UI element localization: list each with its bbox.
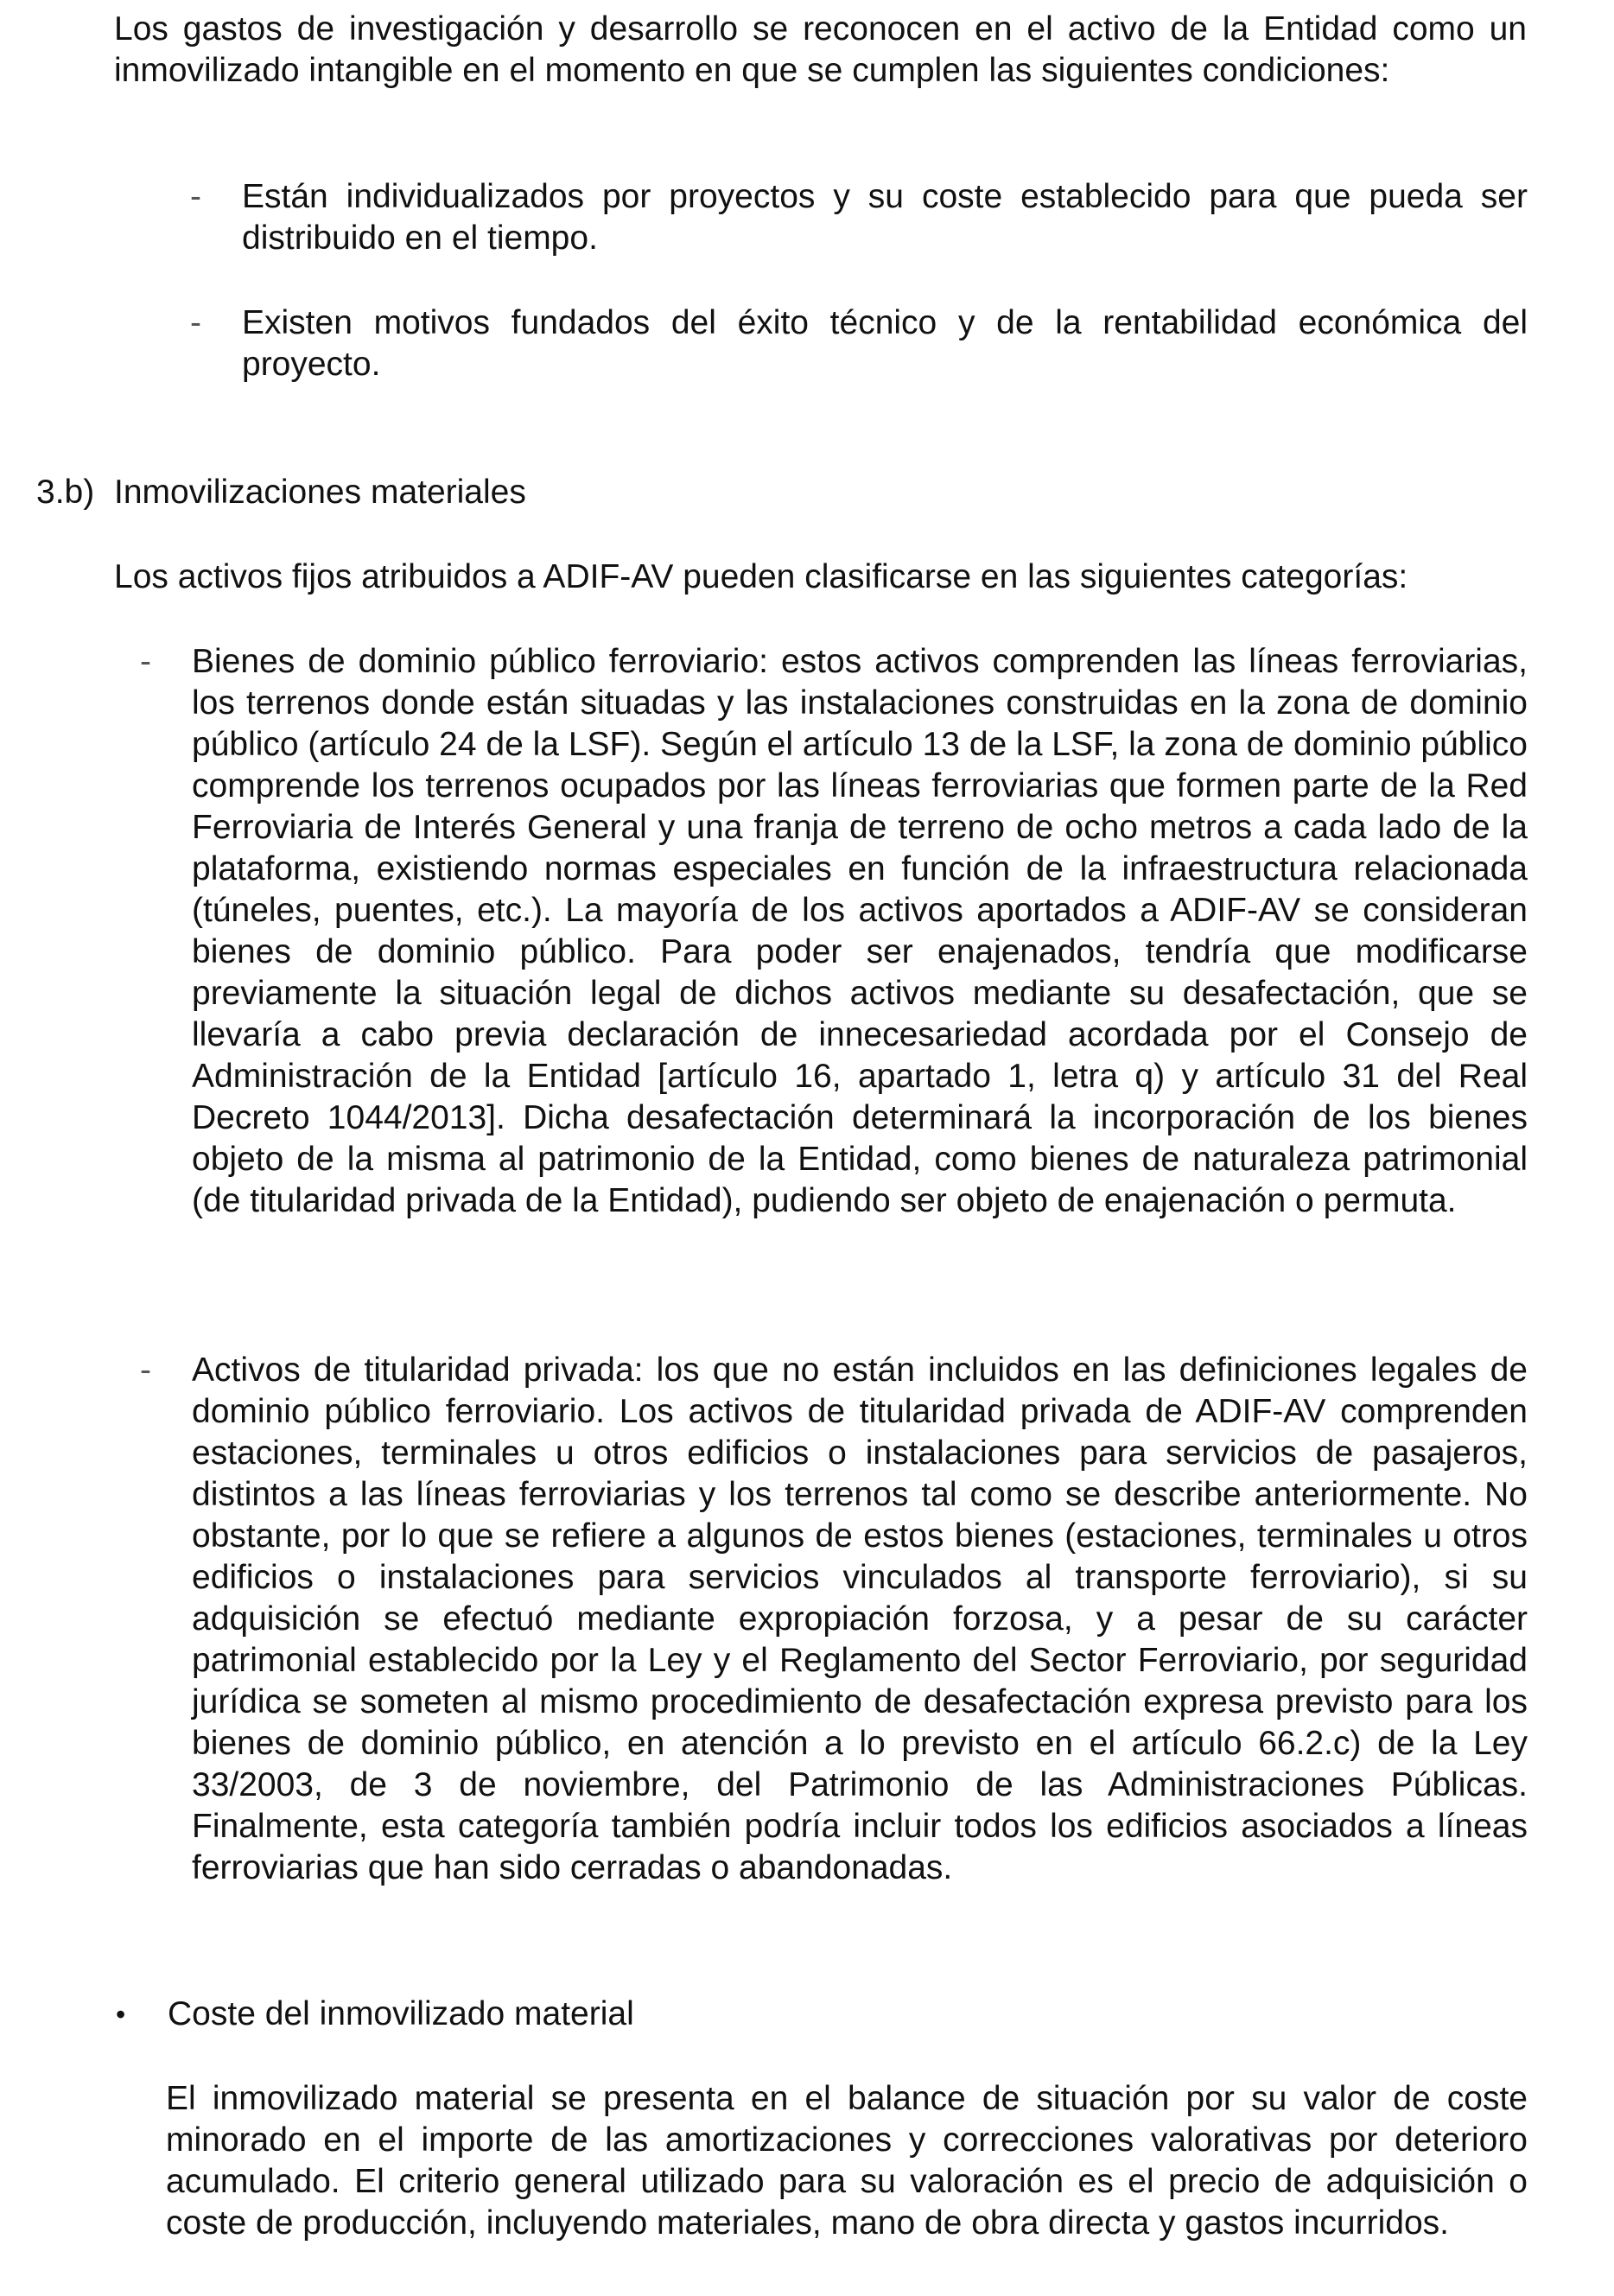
condition-text: Están individualizados por proyectos y su coste establecido para que pueda ser distribuido en el tiempo.: [242, 178, 1528, 257]
category-text: Bienes de dominio público ferroviario: estos activos comprenden las líneas ferroviarias, los terrenos donde están situadas y las instalaciones construidas en la zona de dominio público (artículo 24 de la LSF). Según el artículo 13 de la LSF, la zona de dominio público comprende los terrenos ocupados por las líneas ferroviarias que formen parte de la Red Ferroviaria de Interés General y una franja de terreno de ocho metros a cada lado de la plataforma, existiendo normas especiales en función de la infraestructura relacionada (túneles, puentes, etc.). La mayoría de los activos aportados a ADIF-AV se consideran bienes de dominio público. Para poder ser enajenados, tendría que modificarse previamente la situación legal de dichos activos mediante su desafectación, que se llevaría a cabo previa declaración de innecesariedad acordada por el Consejo de Administración de la Entidad [artículo 16, apartado 1, letra q) y artículo 31 del Real Decreto 1044/2013]. Dicha desafectación determinará la incorporación de los bienes objeto de la misma al patrimonio de la Entidad, como bienes de naturaleza patrimonial (de titularidad privada de la Entidad), pudiendo ser objeto de enajenación o permuta.: [192, 643, 1528, 1219]
coste-paragraph: El inmovilizado material se presenta en el balance de situación por su valor de coste minorado en el importe de las amortizaciones y correcciones valorativas por deterioro acumulado. El criterio general utilizado para su valoración es el precio de adquisición o coste de producción, incluyendo materiales, mano de obra directa y gastos incurridos.: [166, 2080, 1528, 2242]
dash-bullet-icon: -: [140, 643, 151, 680]
section-title: Inmovilizaciones materiales: [114, 474, 526, 511]
section-number: 3.b): [36, 474, 95, 511]
condition-text: Existen motivos fundados del éxito técnico y de la rentabilidad económica del proyecto.: [242, 304, 1528, 383]
intro-paragraph: Los gastos de investigación y desarrollo se reconocen en el activo de la Entidad como un inmovilizado intangible en el momento en que se cumplen las siguientes condiciones:: [114, 10, 1527, 89]
categories-intro-paragraph: Los activos fijos atribuidos a ADIF-AV pueden clasificarse en las siguientes categorías:: [114, 558, 1408, 595]
subheading-title: Coste del inmovilizado material: [168, 1995, 634, 2032]
dash-bullet-icon: -: [190, 304, 201, 341]
dash-bullet-icon: -: [190, 178, 201, 215]
category-text: Activos de titularidad privada: los que no están incluidos en las definiciones legales de dominio público ferroviario. Los activos de titularidad privada de ADIF-AV comprenden estaciones, terminales u otros edificios o instalaciones para servicios de pasajeros, distintos a las líneas ferroviarias y los terrenos tal como se describe anteriormente. No obstante, por lo que se refiere a algunos de estos bienes (estaciones, terminales u otros edificios o instalaciones para servicios vinculados al transporte ferroviario), si su adquisición se efectuó mediante expropiación forzosa, y a pesar de su carácter patrimonial establecido por la Ley y el Reglamento del Sector Ferroviario, por seguridad jurídica se someten al mismo procedimiento de desafectación expresa previsto para los bienes de dominio público, en atención a lo previsto en el artículo 66.2.c) de la Ley 33/2003, de 3 de noviembre, del Patrimonio de las Administraciones Públicas. Finalmente, esta categoría también podría incluir todos los edificios asociados a líneas ferroviarias que han sido cerradas o abandonadas.: [192, 1352, 1528, 1886]
round-bullet-icon: •: [116, 1999, 126, 2030]
dash-bullet-icon: -: [140, 1352, 151, 1389]
